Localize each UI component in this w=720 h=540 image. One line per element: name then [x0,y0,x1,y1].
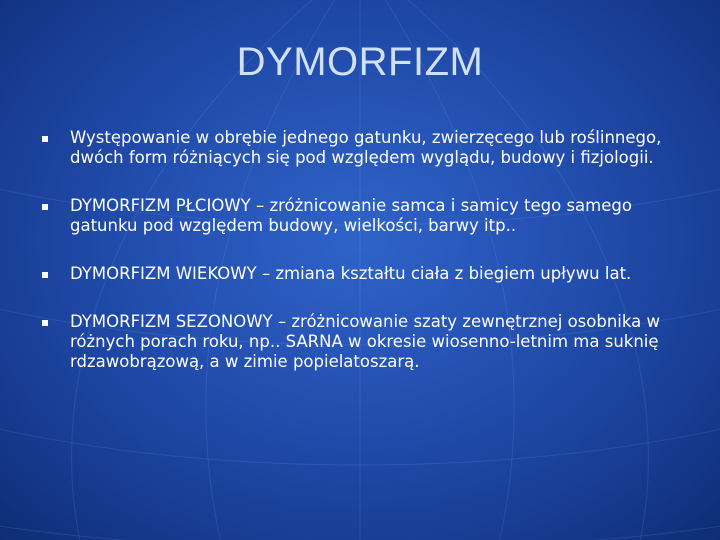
bullet-text: Występowanie w obrębie jednego gatunku, zwierzęcego lub roślinnego, dwóch form różniących się pod względem wyglądu, budowy i fizjologii. [70,128,662,167]
bullet-text: DYMORFIZM SEZONOWY – zróżnicowanie szaty zewnętrznej osobnika w różnych porach roku, np.. SARNA w okresie wiosenno-letnim ma suknię rdzawobrązową, a w zimie popielatoszarą. [70,312,660,371]
bullet-list [40,128,690,400]
square-bullet-icon [42,204,48,210]
square-bullet-icon [42,272,48,278]
bullet-item [40,128,690,168]
bullet-item [40,264,690,284]
square-bullet-icon [42,320,48,326]
bullet-item [40,196,690,236]
slide-title: DYMORFIZM [236,40,484,84]
bullet-item [40,312,690,372]
square-bullet-icon [42,136,48,142]
bullet-text: DYMORFIZM WIEKOWY – zmiana kształtu ciała z biegiem upływu lat. [70,264,632,283]
bullet-text: DYMORFIZM PŁCIOWY – zróżnicowanie samca i samicy tego samego gatunku pod względem budowy, wielkości, barwy itp.. [70,196,632,235]
